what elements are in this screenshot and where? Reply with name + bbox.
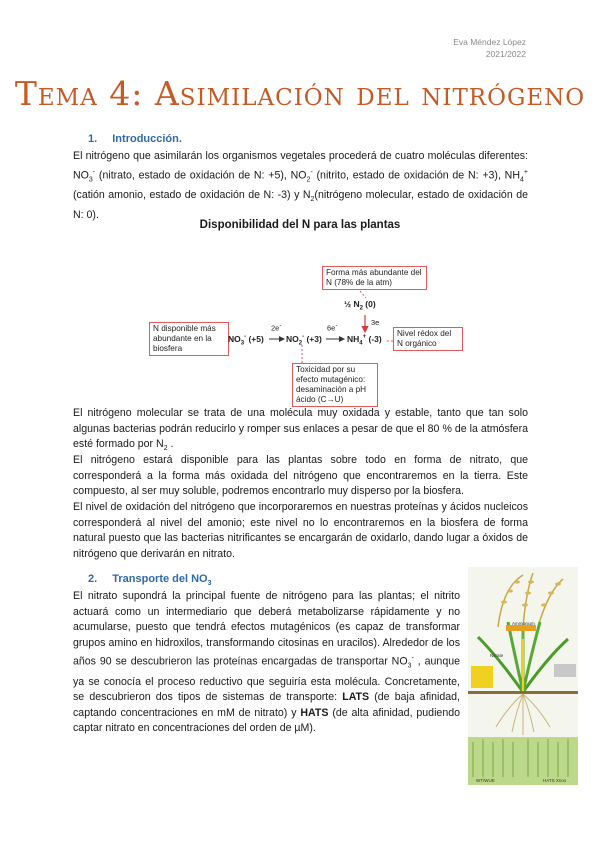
paragraph-oxidation-level: El nivel de oxidación del nitrógeno que incorporaremos en nuestras proteínas y ácidos nucleicos corresponderá al nivel del amonio; este nivel no lo encontraremos en la biosfera de forma natural puesto que las bacterias nitrificantes se encargarán de oxidarlo, dando lugar a óxidos de nitrógeno que derivarán en nitrato. <box>73 501 528 560</box>
diagram-arrows <box>0 0 600 420</box>
rice-plant-figure <box>468 567 578 785</box>
electrons-3-label: 3e <box>371 318 380 327</box>
biosphere-box: N disponible más abundante en la biosfera <box>149 322 229 356</box>
section-2-number: 2. <box>88 573 98 585</box>
section-2-title: Transporte del $NO_3$ <box>112 573 212 588</box>
nitrite-label: $NO_2^-$ (+3) <box>286 334 322 347</box>
field-label-hats: HATS Xnox <box>543 778 567 783</box>
nitrate-flow-label: Nitrate <box>490 653 504 658</box>
electrons-2-label: 2e- <box>271 322 282 333</box>
section-1-number: 1. <box>88 133 98 145</box>
transport-paragraph: El nitrato supondrá la principal fuente de nitrógeno para las plantas; el nitrito actuará como un intermediario que deberá metabolizarse rápidamente y no acumularse, puesto que tendrá efectos mutagénicos (es capaz de transformar grupos amino en hidroxilos, transformando citosinas en uracilos). Alrededor de los años 90 se descubrieron las proteínas encargadas de transportar $NO_3^-$ , aunque ya se conocía el proceso reductivo que seguiría esta molécula. Concretamente, se descubrieron dos tipos de sistemas de transporte: LATS (de baja afinidad, captando concentraciones en mM de nitrato) y HATS (de alta afinidad, pudiendo captar nitrato en concentraciones del orden de µM). <box>73 590 460 735</box>
author-name: Eva Méndez López <box>453 37 526 47</box>
paragraph-nitrate-availability: El nitrógeno estará disponible para las plantas sobre todo en forma de nitrato, que corresponderá a la forma más oxidada del nitrógeno que encontraremos en la tierra. Este compuesto, al ser muy soluble, podremos encontrarlo muy disperso por la biosfera. <box>73 454 528 498</box>
ammonium-flow-label: Ammonium <box>512 621 535 626</box>
abundant-connector <box>360 291 366 298</box>
field-label-wt: WT/WUE <box>476 778 495 783</box>
abundant-form-box: Forma más abundante del N (78% de la atm) <box>322 266 427 290</box>
section-2-heading <box>88 573 212 587</box>
section-1-title: Introducción. <box>112 133 182 145</box>
paragraph-molecular-nitrogen: El nitrógeno molecular se trata de una molécula muy oxidada y estable, tanto que tan solo algunas bacterias podrán reducirlo y romper sus enlaces a pesar de que el 80 % de la atmósfera esté formado por $N_2$ . <box>73 407 528 453</box>
rice-plant-illustration <box>468 567 578 785</box>
redox-level-box: Nivel rédox del N orgánico <box>393 327 463 351</box>
half-n2-label: ½ $N_2$ (0) <box>344 299 376 312</box>
diagram-title: Disponibilidad del N para las plantas <box>199 219 401 231</box>
toxicity-box: Toxicidad por su efecto mutagénico: desaminación a pH ácido (C→U) <box>292 363 378 407</box>
ammonium-label: $NH_4^+$ (-3) <box>347 334 382 347</box>
nitrate-label: $NO_3^-$ (+5) <box>228 334 264 347</box>
academic-year: 2021/2022 <box>485 49 526 59</box>
page-title: Tema 4: Asimilación del nitrógeno <box>14 74 586 113</box>
electrons-6-label: 6e- <box>327 322 338 333</box>
intro-paragraph: El nitrógeno que asimilarán los organismos vegetales procederá de cuatro moléculas diferentes: $NO_3^-$ (nitrato, estado de oxidación de N: +5), $NO_2^-$ (nitrito, estado de oxidación de N: +3), $NH_4^+(catión$ amonio, estado de oxidación de N: -3) y $N_2(nitrógeno$ molecular, estado de oxidación de N: 0). <box>73 150 528 221</box>
